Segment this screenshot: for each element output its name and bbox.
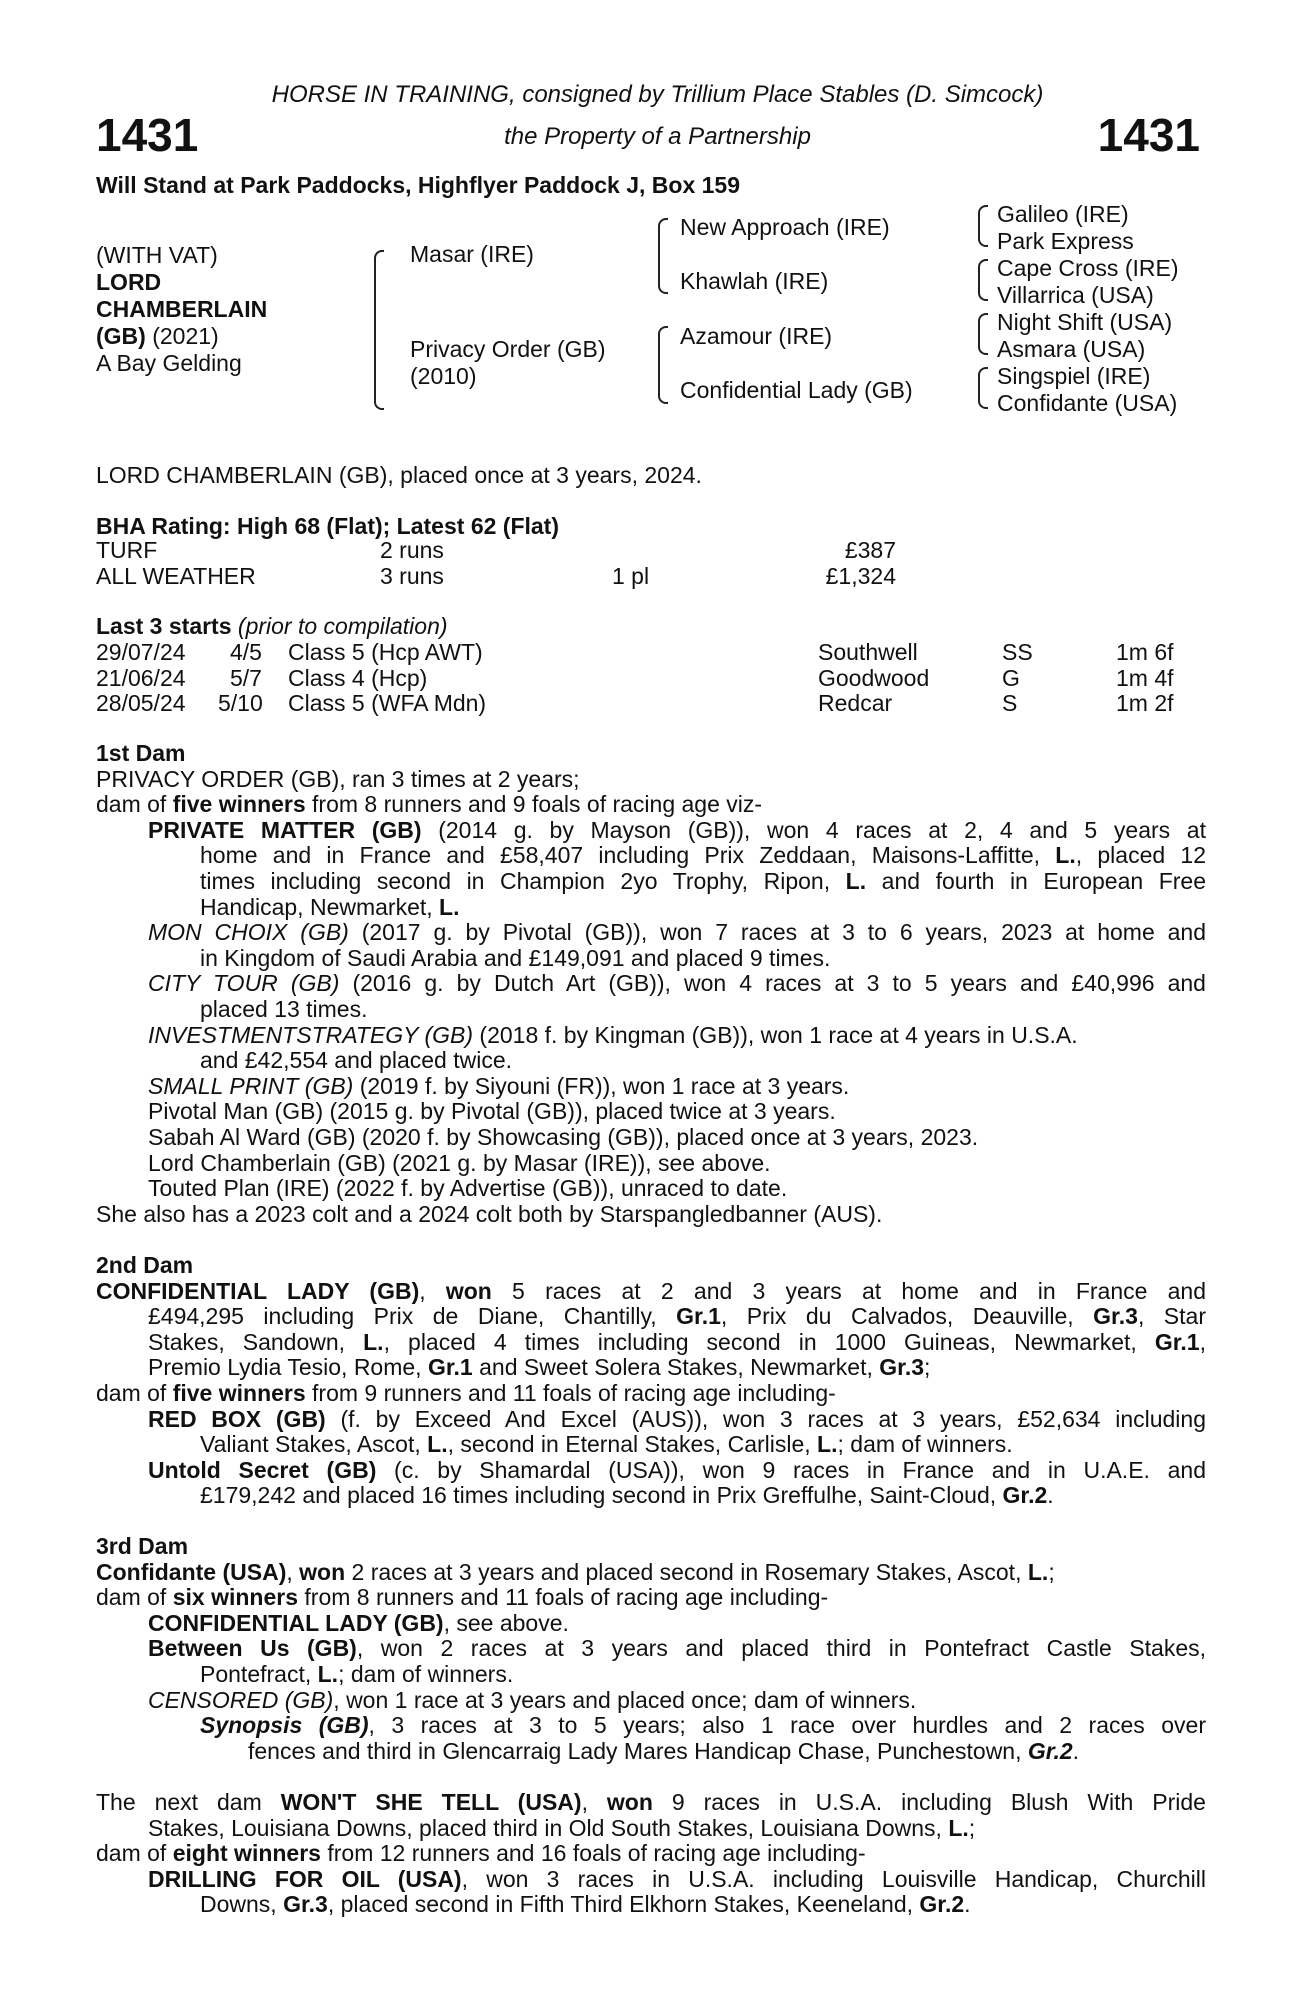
bha-heading: BHA Rating: High 68 (Flat); Latest 62 (Flat) — [96, 513, 559, 539]
second-dam-record — [96, 1279, 1206, 1305]
brace-sire-parents — [658, 218, 668, 294]
third-dam-record — [96, 1560, 1206, 1586]
grandparent-7: Singspiel (IRE) — [997, 363, 1151, 389]
third-dam-section — [96, 1534, 1206, 1764]
start-distance: 1m 2f — [1116, 690, 1174, 717]
text-bold: six winners — [172, 1584, 298, 1611]
text-bold: CONFIDENTIAL LADY (GB) — [96, 1277, 420, 1304]
text-bold: L. — [317, 1660, 339, 1687]
text-italic: SMALL PRINT (GB) — [148, 1072, 354, 1099]
second-dam-section — [96, 1253, 1206, 1509]
text: and Sweet Solera Stakes, Newmarket, — [472, 1354, 880, 1381]
start-position: 4/5 — [230, 639, 262, 665]
produce-investmentstrategy-cont: and £42,554 and placed twice. — [200, 1047, 513, 1074]
produce-investmentstrategy — [96, 1023, 1206, 1049]
start-date: 28/05/24 — [96, 690, 186, 717]
produce-synopsis — [96, 1713, 1206, 1739]
start-race: Class 5 (WFA Mdn) — [288, 690, 487, 717]
text: Stakes, Sandown, — [148, 1328, 364, 1355]
produce-between-us — [96, 1636, 1206, 1662]
text-bold: PRIVATE MATTER (GB) — [148, 816, 422, 843]
text: dam of — [96, 791, 173, 818]
dam-sire: Azamour (IRE) — [680, 323, 833, 349]
second-dam-heading: 2nd Dam — [96, 1252, 194, 1278]
text: , second in Eternal Stakes, Carlisle, — [447, 1431, 818, 1458]
produce-lord-chamberlain: Lord Chamberlain (GB) (2021 g. by Masar (IRE)), see above. — [148, 1149, 771, 1176]
text: . — [964, 1891, 971, 1918]
vat-label: (WITH VAT) — [96, 242, 218, 268]
bha-earnings: £1,324 — [825, 562, 896, 589]
text: (2018 f. by Kingman (GB)), won 1 race at 4 years in U.S.A. — [473, 1021, 1078, 1048]
text: (2019 f. by Siyouni (FR)), won 1 race at 3 years. — [353, 1072, 850, 1099]
text: ; — [968, 1814, 976, 1841]
text-bold: Gr.1 — [676, 1303, 721, 1330]
starts-table — [96, 640, 1206, 717]
text: and fourth in European Free — [866, 867, 1206, 894]
produce-mon-choix — [96, 920, 1206, 946]
text: Valiant Stakes, Ascot, — [200, 1431, 428, 1458]
property-line: the Property of a Partnership — [504, 123, 811, 150]
text-bold-italic: Synopsis (GB) — [200, 1712, 369, 1739]
text-bold: won — [299, 1558, 346, 1585]
text-bold: L. — [363, 1328, 384, 1355]
start-course: Goodwood — [818, 664, 930, 691]
second-dam-record-cont — [96, 1355, 1206, 1381]
first-dam-produce — [96, 792, 1206, 818]
text-bold: L. — [439, 893, 460, 920]
third-dam-heading: 3rd Dam — [96, 1533, 189, 1559]
horse-description: A Bay Gelding — [96, 350, 242, 376]
text-bold: L. — [845, 867, 867, 894]
text: , won 1 race at 3 years and placed once; dam of winners. — [333, 1686, 917, 1713]
grandparent-4: Villarrica (USA) — [997, 282, 1154, 308]
start-race: Class 5 (Hcp AWT) — [288, 639, 483, 665]
text-bold: won — [606, 1789, 653, 1815]
bha-runs: 3 runs — [380, 562, 444, 589]
text-italic: CITY TOUR (GB) — [148, 970, 340, 997]
produce-city-tour — [96, 971, 1206, 997]
start-course: Southwell — [818, 639, 918, 665]
text: . — [1047, 1482, 1054, 1509]
text: Premio Lydia Tesio, Rome, — [148, 1354, 428, 1381]
brace-sire-dam — [374, 250, 384, 410]
text-bold-italic: Gr.2 — [1027, 1737, 1073, 1764]
text-italic: CENSORED (GB) — [148, 1686, 334, 1713]
text: , placed 12 — [1075, 842, 1206, 869]
location-line: Will Stand at Park Paddocks, Highflyer Paddock J, Box 159 — [96, 172, 740, 198]
text-bold: L. — [1027, 1558, 1049, 1585]
produce-drilling-for-oil — [96, 1867, 1206, 1893]
text: ; dam of winners. — [338, 1660, 514, 1687]
produce-red-box — [96, 1407, 1206, 1433]
produce-censored — [96, 1688, 1206, 1714]
text-bold: Confidante (USA) — [96, 1558, 287, 1585]
bha-surface: TURF — [96, 537, 158, 563]
text-bold: RED BOX (GB) — [148, 1405, 326, 1432]
text: from 12 runners and 16 foals of racing age including- — [320, 1840, 866, 1867]
text: , placed 4 times including second in 1000 Guineas, Newmarket, — [383, 1328, 1155, 1355]
text-bold: eight winners — [172, 1840, 321, 1867]
start-position: 5/10 — [218, 690, 263, 717]
text: , won 3 races in U.S.A. including Louisville Handicap, Churchill — [461, 1865, 1206, 1892]
first-dam-heading: 1st Dam — [96, 740, 186, 766]
text: , — [419, 1277, 446, 1304]
produce-touted-plan: Touted Plan (IRE) (2022 f. by Advertise (GB)), unraced to date. — [148, 1175, 788, 1202]
summary-line: LORD CHAMBERLAIN (GB), placed once at 3 years, 2024. — [96, 462, 702, 488]
text: , — [286, 1558, 300, 1585]
text: ; — [1048, 1558, 1055, 1585]
horse-name-line2: CHAMBERLAIN — [96, 296, 268, 322]
starts-heading — [96, 614, 448, 640]
produce-mon-choix-cont: in Kingdom of Saudi Arabia and £149,091 and placed 9 times. — [200, 944, 831, 971]
produce-untold-secret — [96, 1458, 1206, 1484]
text-bold: L. — [1055, 842, 1076, 869]
text-bold: L. — [948, 1814, 969, 1841]
starts-heading-bold: Last 3 starts — [96, 613, 232, 639]
text-bold: Gr.3 — [283, 1891, 328, 1918]
brace-g3 — [978, 313, 988, 355]
sire-dam: Khawlah (IRE) — [680, 268, 829, 294]
produce-drilling-for-oil-cont — [96, 1892, 1206, 1918]
start-row — [96, 666, 1206, 692]
third-dam-produce — [96, 1585, 1206, 1611]
bha-row-turf — [96, 538, 896, 564]
produce-city-tour-cont: placed 13 times. — [200, 995, 368, 1022]
produce-pivotal-man: Pivotal Man (GB) (2015 g. by Pivotal (GB)), placed twice at 3 years. — [148, 1098, 836, 1125]
bha-row-aw — [96, 564, 896, 590]
text: 2 races at 3 years and placed second in Rosemary Stakes, Ascot, — [345, 1558, 1028, 1585]
lot-number-left: 1431 — [96, 109, 199, 161]
text: , Star — [1137, 1303, 1206, 1330]
grandparent-1: Galileo (IRE) — [997, 201, 1129, 227]
horse-name-line1: LORD — [96, 269, 162, 295]
text-bold: DRILLING FOR OIL (USA) — [148, 1865, 462, 1892]
text: , placed second in Fifth Third Elkhorn Stakes, Keeneland, — [327, 1891, 920, 1918]
text: £179,242 and placed 16 times including second in Prix Greffulhe, Saint-Cloud, — [200, 1482, 1003, 1509]
start-going: G — [1002, 664, 1020, 691]
lot-number-right: 1431 — [1097, 109, 1200, 161]
text: (2017 g. by Pivotal (GB)), won 7 races at 3 to 6 years, 2023 at home and — [348, 919, 1206, 946]
text-bold: Gr.1 — [1154, 1328, 1200, 1355]
text: (c. by Shamardal (USA)), won 9 races in France and in U.A.E. and — [376, 1456, 1207, 1483]
text: 9 races in U.S.A. including Blush With Pride — [652, 1789, 1206, 1815]
start-going: SS — [1002, 639, 1033, 665]
first-dam-intro: PRIVACY ORDER (GB), ran 3 times at 2 years; — [96, 765, 580, 792]
produce-private-matter-cont — [96, 843, 1206, 869]
text: from 9 runners and 11 foals of racing age including- — [305, 1379, 836, 1406]
text-bold: Gr.2 — [1002, 1482, 1048, 1509]
text-bold: Between Us (GB) — [148, 1635, 357, 1662]
second-dam-record-cont — [96, 1330, 1206, 1356]
produce-private-matter-cont — [96, 895, 1206, 921]
text: , 3 races at 3 to 5 years; also 1 race over hurdles and 2 races over — [368, 1712, 1206, 1739]
next-dam-record-cont — [96, 1816, 1206, 1842]
text: Stakes, Louisiana Downs, placed third in Old South Stakes, Louisiana Downs, — [148, 1814, 949, 1841]
text: ; — [924, 1354, 931, 1381]
text: home and in France and £58,407 including Prix Zeddaan, Maisons-Laffitte, — [200, 842, 1056, 869]
text-bold: Gr.3 — [1093, 1303, 1138, 1330]
horse-name-line3 — [96, 324, 219, 350]
bha-earnings: £387 — [844, 537, 896, 563]
produce-small-print — [96, 1074, 1206, 1100]
brace-g2 — [978, 259, 988, 301]
text-italic: INVESTMENTSTRATEGY (GB) — [148, 1021, 474, 1048]
text: , — [1199, 1328, 1206, 1355]
start-date: 29/07/24 — [96, 639, 186, 665]
text: dam of — [96, 1379, 173, 1406]
text: from 8 runners and 11 foals of racing age including- — [298, 1584, 829, 1611]
text: , — [581, 1789, 607, 1815]
text-bold: won — [445, 1277, 492, 1304]
start-distance: 1m 6f — [1116, 639, 1174, 665]
produce-synopsis-cont — [96, 1739, 1206, 1765]
text: (2014 g. by Mayson (GB)), won 4 races at 2, 4 and 5 years at — [421, 816, 1206, 843]
dam-dam: Confidential Lady (GB) — [680, 377, 913, 403]
text-bold: L. — [427, 1431, 448, 1458]
text-italic: MON CHOIX (GB) — [148, 919, 349, 946]
text: £494,295 including Prix de Diane, Chantilly, — [148, 1303, 677, 1330]
sire-sire: New Approach (IRE) — [680, 214, 890, 240]
text: , Prix du Calvados, Deauville, — [720, 1303, 1094, 1330]
text: 5 races at 2 and 3 years at home and in France and — [491, 1277, 1206, 1304]
grandparent-6: Asmara (USA) — [997, 336, 1146, 362]
text: , see above. — [443, 1609, 569, 1636]
second-dam-record-cont — [96, 1304, 1206, 1330]
second-dam-produce — [96, 1381, 1206, 1407]
produce-private-matter-cont — [96, 869, 1206, 895]
text: (f. by Exceed And Excel (AUS)), won 3 races at 3 years, £52,634 including — [325, 1405, 1207, 1432]
text: (2016 g. by Dutch Art (GB)), won 4 races at 3 to 5 years and £40,996 and — [339, 970, 1206, 997]
first-dam-section — [96, 741, 1206, 1227]
text: ; dam of winners. — [837, 1431, 1013, 1458]
grandparent-5: Night Shift (USA) — [997, 309, 1173, 335]
produce-untold-secret-cont — [96, 1483, 1206, 1509]
text: , won 2 races at 3 years and placed third in Pontefract Castle Stakes, — [356, 1635, 1206, 1662]
next-dam-section — [96, 1790, 1206, 1918]
text-bold: CONFIDENTIAL LADY (GB) — [148, 1609, 444, 1636]
grandparent-8: Confidante (USA) — [997, 390, 1178, 416]
brace-g1 — [978, 205, 988, 247]
horse-year: (2021) — [152, 323, 219, 349]
produce-between-us-cont — [96, 1662, 1206, 1688]
start-distance: 1m 4f — [1116, 664, 1174, 691]
start-race: Class 4 (Hcp) — [288, 664, 428, 691]
text-bold: five winners — [172, 1379, 306, 1406]
brace-dam-parents — [658, 326, 668, 404]
start-course: Redcar — [818, 690, 893, 717]
next-dam-produce — [96, 1841, 1206, 1867]
text: Handicap, Newmarket, — [200, 893, 440, 920]
horse-origin: (GB) — [96, 323, 146, 349]
text: fences and third in Glencarraig Lady Mares Handicap Chase, Punchestown, — [248, 1737, 1028, 1764]
text-bold: Untold Secret (GB) — [148, 1456, 377, 1483]
start-going: S — [1002, 690, 1018, 717]
text: Downs, — [200, 1891, 284, 1918]
start-row — [96, 691, 1206, 717]
text: from 8 runners and 9 foals of racing age viz- — [305, 791, 763, 818]
text-bold: Gr.2 — [919, 1891, 965, 1918]
bha-placed: 1 pl — [612, 562, 650, 589]
text-bold: Gr.1 — [427, 1354, 473, 1381]
produce-confidential-lady — [96, 1611, 1206, 1637]
dam-year: (2010) — [410, 363, 477, 389]
grandparent-3: Cape Cross (IRE) — [997, 255, 1179, 281]
bha-table — [96, 538, 896, 589]
brace-g4 — [978, 367, 988, 409]
starts-heading-note: (prior to compilation) — [237, 613, 448, 639]
grandparent-2: Park Express — [997, 228, 1134, 254]
text: . — [1072, 1737, 1080, 1764]
text: The next dam — [96, 1789, 281, 1815]
start-date: 21/06/24 — [96, 664, 186, 691]
text-bold: five winners — [172, 791, 306, 818]
text: Pontefract, — [200, 1660, 318, 1687]
bha-surface: ALL WEATHER — [96, 562, 256, 589]
start-position: 5/7 — [230, 664, 262, 691]
text: dam of — [96, 1840, 173, 1867]
dam-name: Privacy Order (GB) — [410, 336, 606, 362]
text-bold: WON'T SHE TELL (USA) — [280, 1789, 582, 1815]
produce-private-matter — [96, 818, 1206, 844]
text: times including second in Champion 2yo Trophy, Ripon, — [200, 867, 846, 894]
first-dam-also: She also has a 2023 colt and a 2024 colt both by Starspangledbanner (AUS). — [96, 1200, 883, 1227]
bha-runs: 2 runs — [380, 537, 444, 563]
next-dam-record — [96, 1790, 1206, 1816]
produce-sabah-al-ward: Sabah Al Ward (GB) (2020 f. by Showcasing (GB)), placed once at 3 years, 2023. — [148, 1123, 979, 1150]
text-bold: Gr.3 — [879, 1354, 925, 1381]
text-bold: L. — [817, 1431, 838, 1458]
consignment-line: HORSE IN TRAINING, consigned by Trillium Place Stables (D. Simcock) — [271, 81, 1044, 108]
produce-red-box-cont — [96, 1432, 1206, 1458]
start-row — [96, 640, 1206, 666]
text: dam of — [96, 1584, 173, 1611]
sire-name: Masar (IRE) — [410, 241, 534, 267]
